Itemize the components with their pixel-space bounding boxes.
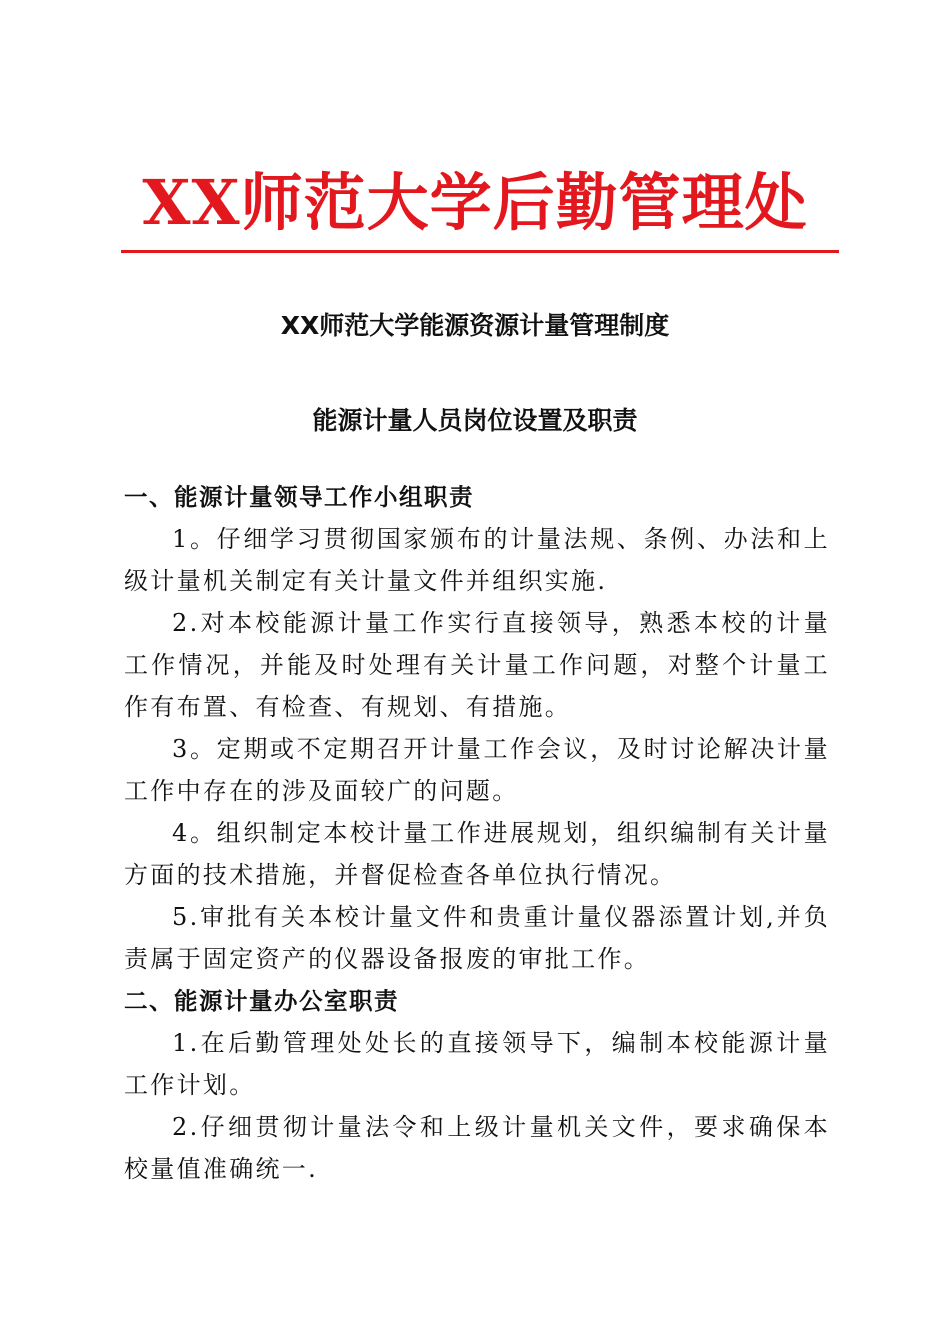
paragraph: 1。仔细学习贯彻国家颁布的计量法规、条例、办法和上级计量机关制定有关计量文件并组织实施. — [124, 525, 830, 595]
paragraph: 3。定期或不定期召开计量工作会议，及时讨论解决计量工作中存在的涉及面较广的问题。 — [124, 735, 830, 805]
section-metering-office — [124, 980, 830, 1190]
document-body — [124, 476, 830, 1190]
paragraph: 2.仔细贯彻计量法令和上级计量机关文件，要求确保本校量值准确统一. — [124, 1113, 830, 1183]
letterhead-red-rule — [121, 250, 839, 253]
letterhead-org-name: XX师范大学后勤管理处 — [142, 166, 808, 239]
paragraph: 2.对本校能源计量工作实行直接领导，熟悉本校的计量工作情况，并能及时处理有关计量工作问题，对整个计量工作有布置、有检查、有规划、有措施。 — [124, 609, 830, 721]
section-leadership-group — [124, 476, 830, 980]
document-title: XX师范大学能源资源计量管理制度 — [280, 311, 670, 340]
document-subtitle: 能源计量人员岗位设置及职责 — [312, 406, 638, 435]
section-heading: 一、能源计量领导工作小组职责 — [124, 483, 474, 511]
paragraph: 4。组织制定本校计量工作进展规划，组织编制有关计量方面的技术措施，并督促检查各单位执行情况。 — [124, 819, 830, 889]
section-heading: 二、能源计量办公室职责 — [124, 987, 399, 1015]
paragraph: 1.在后勤管理处处长的直接领导下，编制本校能源计量工作计划。 — [124, 1029, 830, 1099]
paragraph: 5.审批有关本校计量文件和贵重计量仪器添置计划,并负责属于固定资产的仪器设备报废的审批工作。 — [124, 903, 830, 973]
